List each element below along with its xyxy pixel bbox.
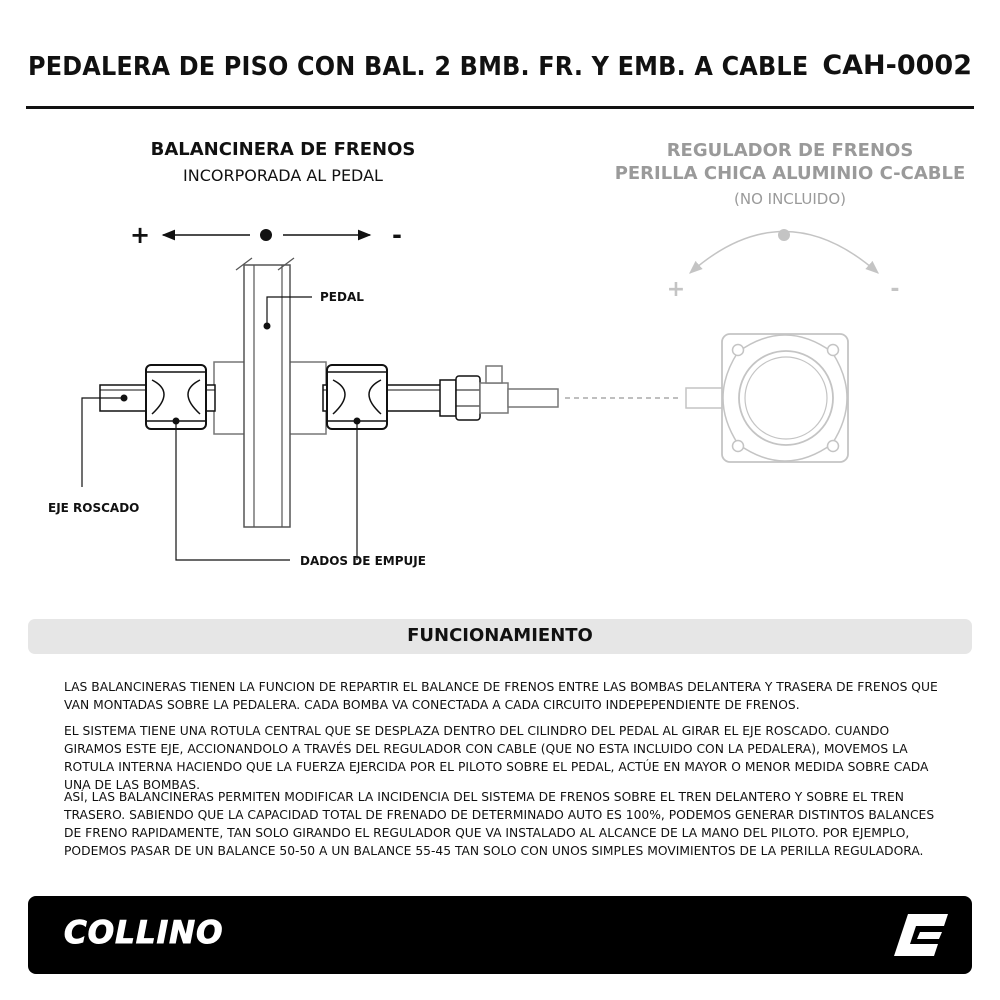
- cable-fitting: [440, 366, 680, 420]
- pedal-label: PEDAL: [320, 290, 364, 304]
- minus-sign: -: [392, 221, 402, 249]
- collino-c-logo-icon: [894, 912, 950, 958]
- balancinera-heading: BALANCINERA DE FRENOS: [150, 139, 416, 160]
- paragraph-2: EL SISTEMA TIENE UNA ROTULA CENTRAL QUE SE DESPLAZA DENTRO DEL CILINDRO DEL PEDAL AL GIRAR EL EJE ROSCADO. CUANDO GIRAMOS ESTE EJE, ACCIONANDOLO A TRAVÉS DEL REGULADOR CON CABLE (QUE NO ESTA INCLUIDO CON LA PEDALERA), MOVEMOS LA ROTULA INTERNA HACIENDO QUE LA FUERZA EJERCIDA POR EL PILOTO SOBRE EL PEDAL, ACTÚE EN MAYOR O MENOR MEDIDA SOBRE CADA UNA DE LAS BOMBAS.: [64, 724, 929, 792]
- adjust-direction-arrows: [130, 221, 402, 249]
- regulator-knob: [667, 229, 900, 462]
- section-title: FUNCIONAMIENTO: [407, 625, 593, 646]
- brand-wordmark: COLLINO: [64, 915, 224, 951]
- pedal-arm: [214, 258, 326, 527]
- page-title: PEDALERA DE PISO CON BAL. 2 BMB. FR. Y EMB. A CABLE: [28, 52, 809, 82]
- product-code: CAH-0002: [822, 50, 972, 81]
- paragraph-1: LAS BALANCINERAS TIENEN LA FUNCION DE REPARTIR EL BALANCE DE FRENOS ENTRE LAS BOMBAS DELANTERA Y TRASERA DE FRENOS QUE VAN MONTADAS SOBRE LA PEDALERA. CADA BOMBA VA CONECTADA A CADA CIRCUITO INDEPEPENDIENTE DE FRENOS.: [64, 680, 938, 712]
- regulator-minus-sign: -: [890, 277, 900, 302]
- eje-roscado-label: EJE ROSCADO: [48, 501, 140, 515]
- regulador-not-included: (NO INCLUIDO): [734, 190, 846, 208]
- balancinera-subheading: INCORPORADA AL PEDAL: [183, 166, 383, 185]
- paragraph-3: ASÍ, LAS BALANCINERAS PERMITEN MODIFICAR LA INCIDENCIA DEL SISTEMA DE FRENOS SOBRE EL TREN DELANTERO Y SOBRE EL TREN TRASERO. SABIENDO QUE LA CAPACIDAD TOTAL DE FRENADO DE DETERMINADO AUTO ES 100%, PODEMOS GENERAR DISTINTOS BALANCES DE FRENO RAPIDAMENTE, TAN SOLO GIRANDO EL REGULADOR QUE VA INSTALADO AL ALCANCE DE LA MANO DEL PILOTO. POR EJEMPLO, PODEMOS PASAR DE UN BALANCE 50-50 A UN BALANCE 55-45 TAN SOLO CON UNOS SIMPLES MOVIMIENTOS DE LA PERILLA REGULADORA.: [64, 790, 935, 858]
- dados-empuje-label: DADOS DE EMPUJE: [300, 554, 426, 568]
- push-block-right: [327, 365, 387, 429]
- center-dot: [260, 229, 272, 241]
- regulator-plus-sign: +: [666, 277, 686, 302]
- regulador-heading-line2: PERILLA CHICA ALUMINIO C-CABLE: [614, 163, 966, 184]
- plus-sign: +: [129, 221, 151, 249]
- push-block-left: [146, 365, 206, 429]
- regulador-heading-line1: REGULADOR DE FRENOS: [666, 140, 914, 161]
